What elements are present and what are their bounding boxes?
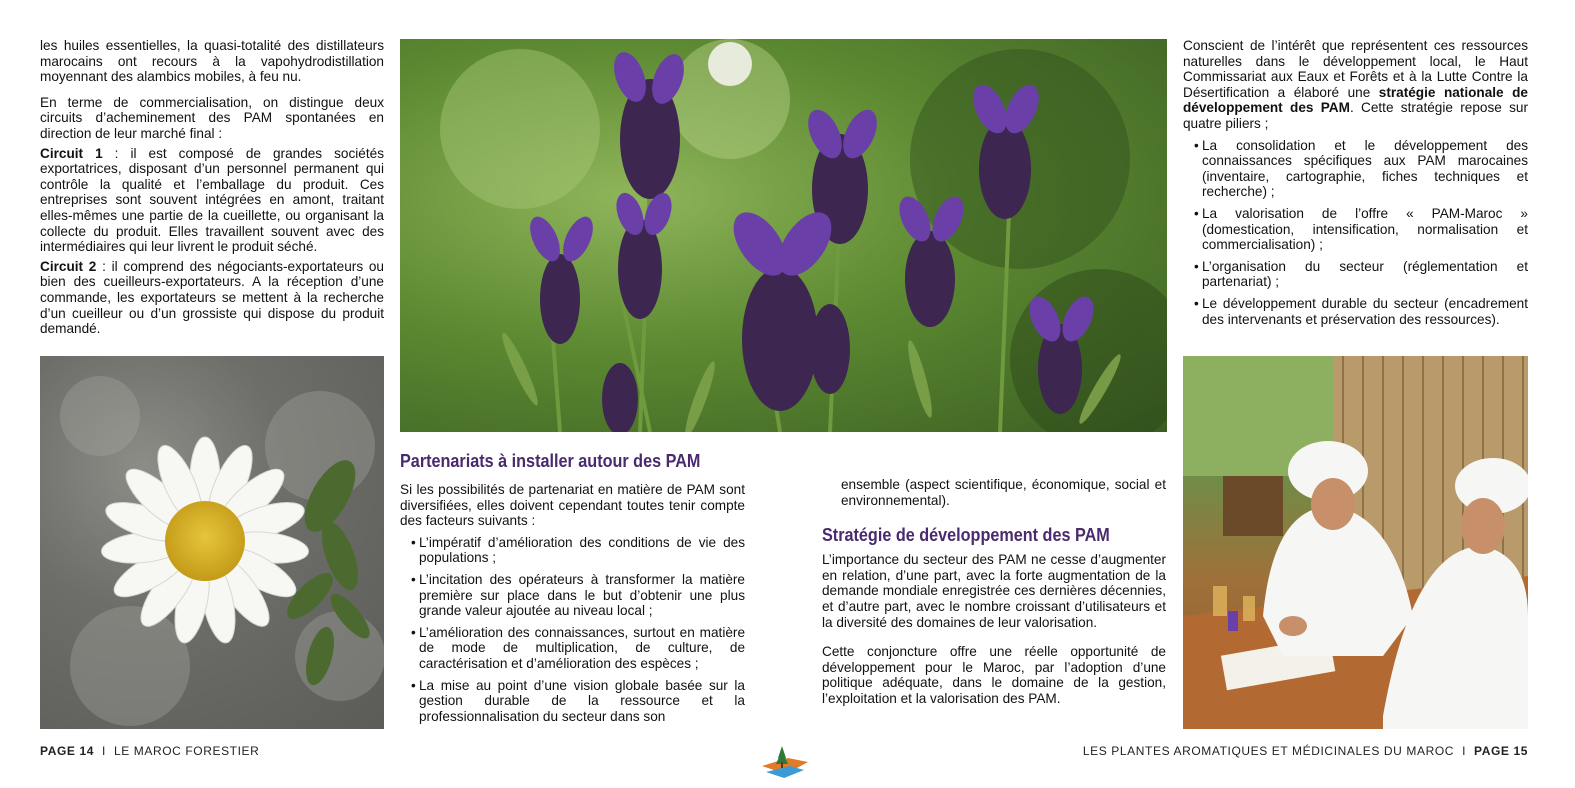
left-column [40,38,384,347]
partenariats-heading: Partenariats à installer autour des PAM [400,451,701,471]
workers-drawing [1183,356,1528,729]
right-intro-a: Conscient de l’intérêt que représentent ces ressources naturelles dans le développement local, le Haut Commissariat aux Eaux et Forêts et à la Lutte Contre la Désertification a élaboré une [1183,38,1528,100]
list-item: • L’incitation des opérateurs à transformer la matière première sur place dans le but d’obtenir une plus grande valeur ajoutée au niveau local ; [400,572,745,619]
list-item: • La mise au point d’une vision globale basée sur la gestion durable de la ressource et la professionnalisation du secteur dans son [400,678,745,725]
circuit-2-paragraph [40,259,384,337]
partenariats-continuation: ensemble (aspect scientifique, économique, social et environnemental). [841,477,1166,508]
footer-left-title: LE MAROC FORESTIER [113,744,260,758]
logo-icon [760,744,810,780]
footer-separator: I [1462,744,1466,758]
list-item: • L’amélioration des connaissances, surtout en matière de mode de multiplication, de culture, de caractérisation et d’amélioration des espèces ; [400,625,745,672]
partenariats-section [400,450,745,730]
right-intro-bold: stratégie nationale de développement des PAM [1183,84,1528,116]
circuit-1-label: Circuit 1 [40,145,103,161]
circuit-1-text: : il est composé de grandes sociétés exportatrices, disposant d’un personnel permanent qui contrôle la qualité et l’emballage du produit. Ces entreprises sont souvent intégrées en amont, traitant elles-mêmes une partie de la cueillette, ou organisant la collecte du produit. Elles travaillent souvent avec des intermédiaires qui leur livrent le produit séché. [40,145,384,255]
piliers-list [1183,138,1528,328]
right-column [1183,38,1528,333]
strategie-paragraph-1: L’importance du secteur des PAM ne cesse d’augmenter en relation, d’une part, avec la forte augmentation de la demande mondiale enregistrée ces dernières décennies, et d’autre part, avec le nombre croissant d’utilisateurs et la diversité des domaines de leur valorisation. [822,552,1166,630]
circuit-1-paragraph [40,146,384,255]
list-item: • La valorisation de l’offre « PAM-Maroc » (domestication, intensification, normalisation et commercialisation) ; [1183,206,1528,253]
partenariats-list [400,535,745,725]
list-item: • Le développement durable du secteur (encadrement des intervenants et préservation des ressources). [1183,296,1528,327]
circuit-2-label: Circuit 2 [40,258,97,274]
footer-separator: I [102,744,106,758]
left-paragraph-2: En terme de commercialisation, on distingue deux circuits d’acheminement des PAM spontanées en direction de leur marché final : [40,94,384,141]
footer-right-title: LES PLANTES AROMATIQUES ET MÉDICINALES DU MAROC [1082,744,1455,758]
right-intro-b: . Cette stratégie repose sur quatre piliers ; [1183,100,1528,131]
page-number-right: PAGE 15 [1474,744,1528,758]
left-paragraph-1: les huiles essentielles, la quasi-totalité des distillateurs marocains ont recours à la vapohydrodistillation moyennant des alambics mobiles, à feu nu. [40,38,384,85]
page-number-left: PAGE 14 [40,744,94,758]
list-item: • La consolidation et le développement des connaissances spécifiques aux PAM marocaines (inventaire, cartographie, fiches techniques et recherche) ; [1183,138,1528,200]
strategie-section [822,477,1166,717]
footer-left [40,744,259,758]
daisy-photo [40,356,384,729]
right-intro [1183,38,1528,132]
strategie-paragraph-2: Cette conjoncture offre une réelle opportunité de développement pour le Maroc, par l’adoption d’une politique adéquate, dans le domaine de la gestion, l’exploitation et la valorisation des PAM. [822,644,1166,706]
lavender-drawing [400,39,1167,432]
partenariats-intro: Si les possibilités de partenariat en matière de PAM sont diversifiées, elles doivent cependant toutes tenir compte des facteurs suivants : [400,482,745,529]
daisy-drawing [40,356,384,729]
list-item: • L’impératif d’amélioration des conditions de vie des populations ; [400,535,745,566]
list-item: • L’organisation du secteur (réglementation et partenariat) ; [1183,259,1528,290]
lavender-photo [400,39,1167,432]
strategie-heading: Stratégie de développement des PAM [822,525,1110,546]
footer-right [1083,744,1528,758]
workers-photo [1183,356,1528,729]
circuit-2-text: : il comprend des négociants-exportateurs ou bien des cueilleurs-exportateurs. A la réception d’une commande, les exportateurs se mettent à la recherche d’un cueilleur ou d’un grossiste qui dispose du produit demandé. [40,258,384,337]
